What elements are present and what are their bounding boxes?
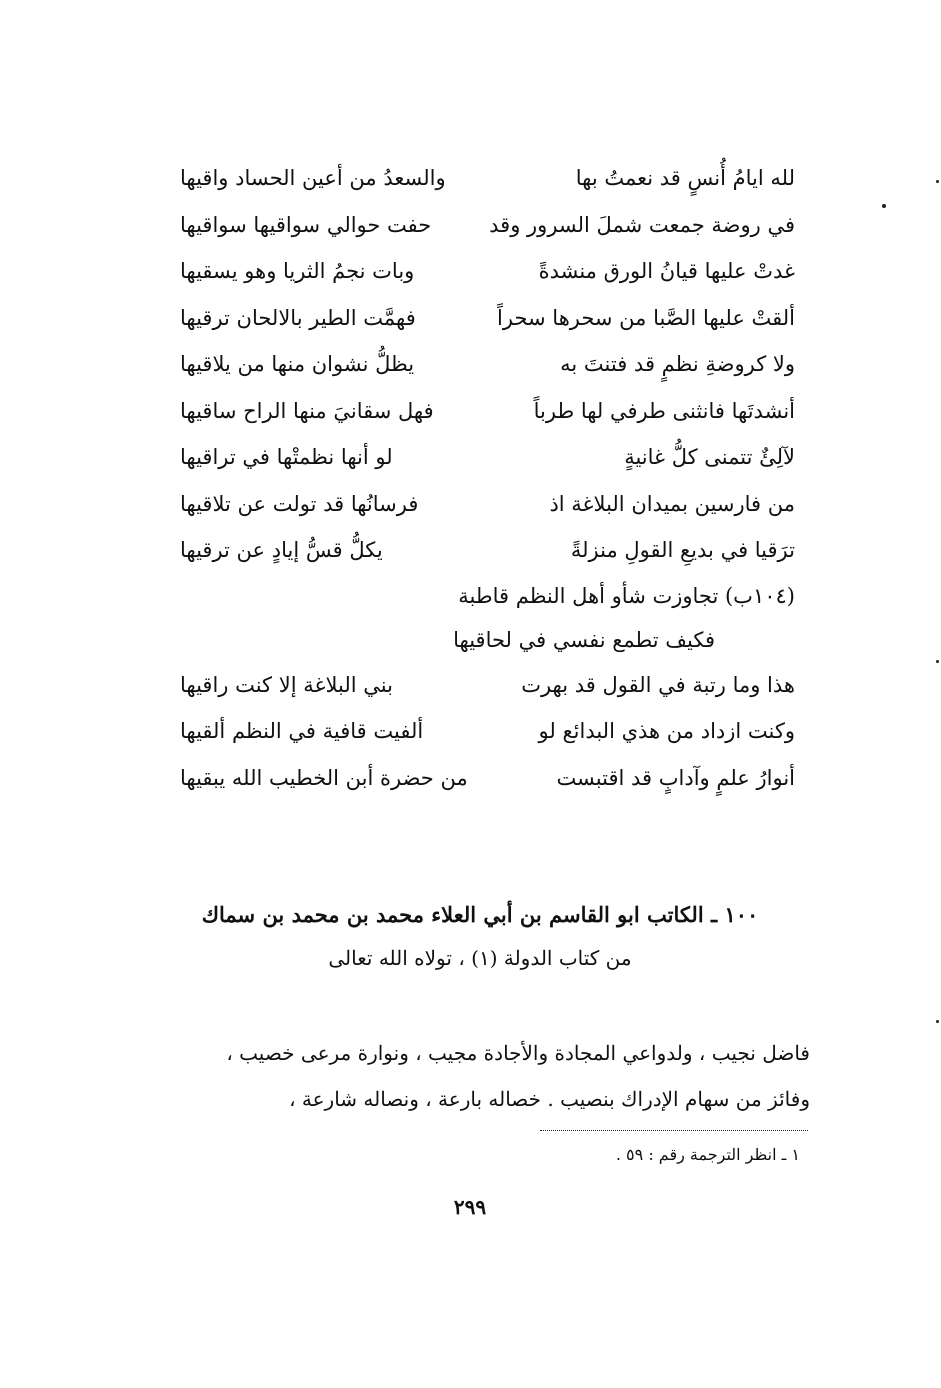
hemistich-right: وكنت ازداد من هذي البدائع لو [538,719,795,744]
poem-line [180,341,795,388]
hemistich-left: لو أنها نظمتْها في تراقيها [180,445,393,470]
poem-line [180,434,795,481]
hemistich-right: من فارسين بميدان البلاغة اذ [549,491,795,516]
poem-line [180,388,795,435]
hemistich-right: لآلِئٌ تتمنى كلُّ غانيةٍ [624,445,795,470]
hemistich-left: بني البلاغة إلا كنت راقيها [180,672,393,697]
hemistich-right: ألقتْ عليها الصَّبا من سحرها سحراً [497,305,795,330]
poem-single-line: (١٠٤ب) تجاوزت شأو أهل النظم قاطبة [458,583,795,608]
prose-block [140,1030,810,1122]
hemistich-left: حفت حوالي سواقيها سواقيها [180,212,432,237]
hemistich-left: والسعدُ من أعين الحساد واقيها [180,166,446,191]
hemistich-right: هذا وما رتبة في القول قد بهرت [521,672,795,697]
scan-speck [882,204,886,208]
footnote-divider [540,1130,808,1131]
section-heading: ١٠٠ ـ الكاتب ابو القاسم بن أبي العلاء محمد بن محمد بن سماك [201,902,759,927]
poem-line [180,202,795,249]
hemistich-left: يظلُّ نشوان منها من يلاقيها [180,352,415,377]
poem-line [180,155,795,202]
hemistich-left: من حضرة أبن الخطيب الله يبقيها [180,765,468,790]
hemistich-right: في روضة جمعت شملَ السرور وقد [489,212,795,237]
prose-line: فاضل نجيب ، ولدواعي المجادة والأجادة مجيب ، ونوارة مرعى خصيب ، [226,1041,810,1065]
page-number: ٢٩٩ [453,1195,487,1219]
hemistich-left: ألفيت قافية في النظم ألقيها [180,719,424,744]
hemistich-right: ترَقيا في بديعِ القولِ منزلةً [570,538,795,563]
hemistich-left: فهمَّت الطير بالالحان ترقيها [180,305,416,330]
scan-speck [936,180,939,183]
hemistich-right: أنوارُ علمٍ وآدابٍ قد اقتبست [556,765,795,790]
scan-speck [936,1020,939,1023]
poem-line [180,708,795,755]
poem-line [180,248,795,295]
hemistich-right: غدتْ عليها قيانُ الورق منشدةً [538,259,795,284]
hemistich-right: ولا كروضةِ نظمٍ قد فتنتَ به [560,352,795,377]
poem-line [180,527,795,574]
hemistich-left: يكلُّ قسُّ إيادٍ عن ترقيها [180,538,383,563]
hemistich-right: لله ايامُ أُنسٍ قد نعمتُ بها [575,166,795,191]
poem-line [180,295,795,342]
hemistich-right: أنشدتَها فانثنى طرفي لها طرباً [533,398,795,423]
hemistich-left: فرسانُها قد تولت عن تلاقيها [180,491,419,516]
hemistich-left: وبات نجمُ الثريا وهو يسقيها [180,259,415,284]
poem-line [180,662,795,709]
hemistich-left: فهل سقانيَ منها الراح ساقيها [180,398,434,423]
section-subheading: من كتاب الدولة (١) ، تولاه الله تعالى [328,946,632,970]
scan-speck [936,660,939,663]
poem-block [180,155,795,801]
footnote: ١ ـ انظر الترجمة رقم : ٥٩ . [615,1145,800,1164]
poem-line [180,755,795,802]
poem-line [180,481,795,528]
prose-line: وفائز من سهام الإدراك بنصيب . خصاله بارعة ، ونصاله شارعة ، [289,1087,810,1111]
poem-single-line: فكيف تطمع نفسي في لحاقيها [453,627,715,652]
